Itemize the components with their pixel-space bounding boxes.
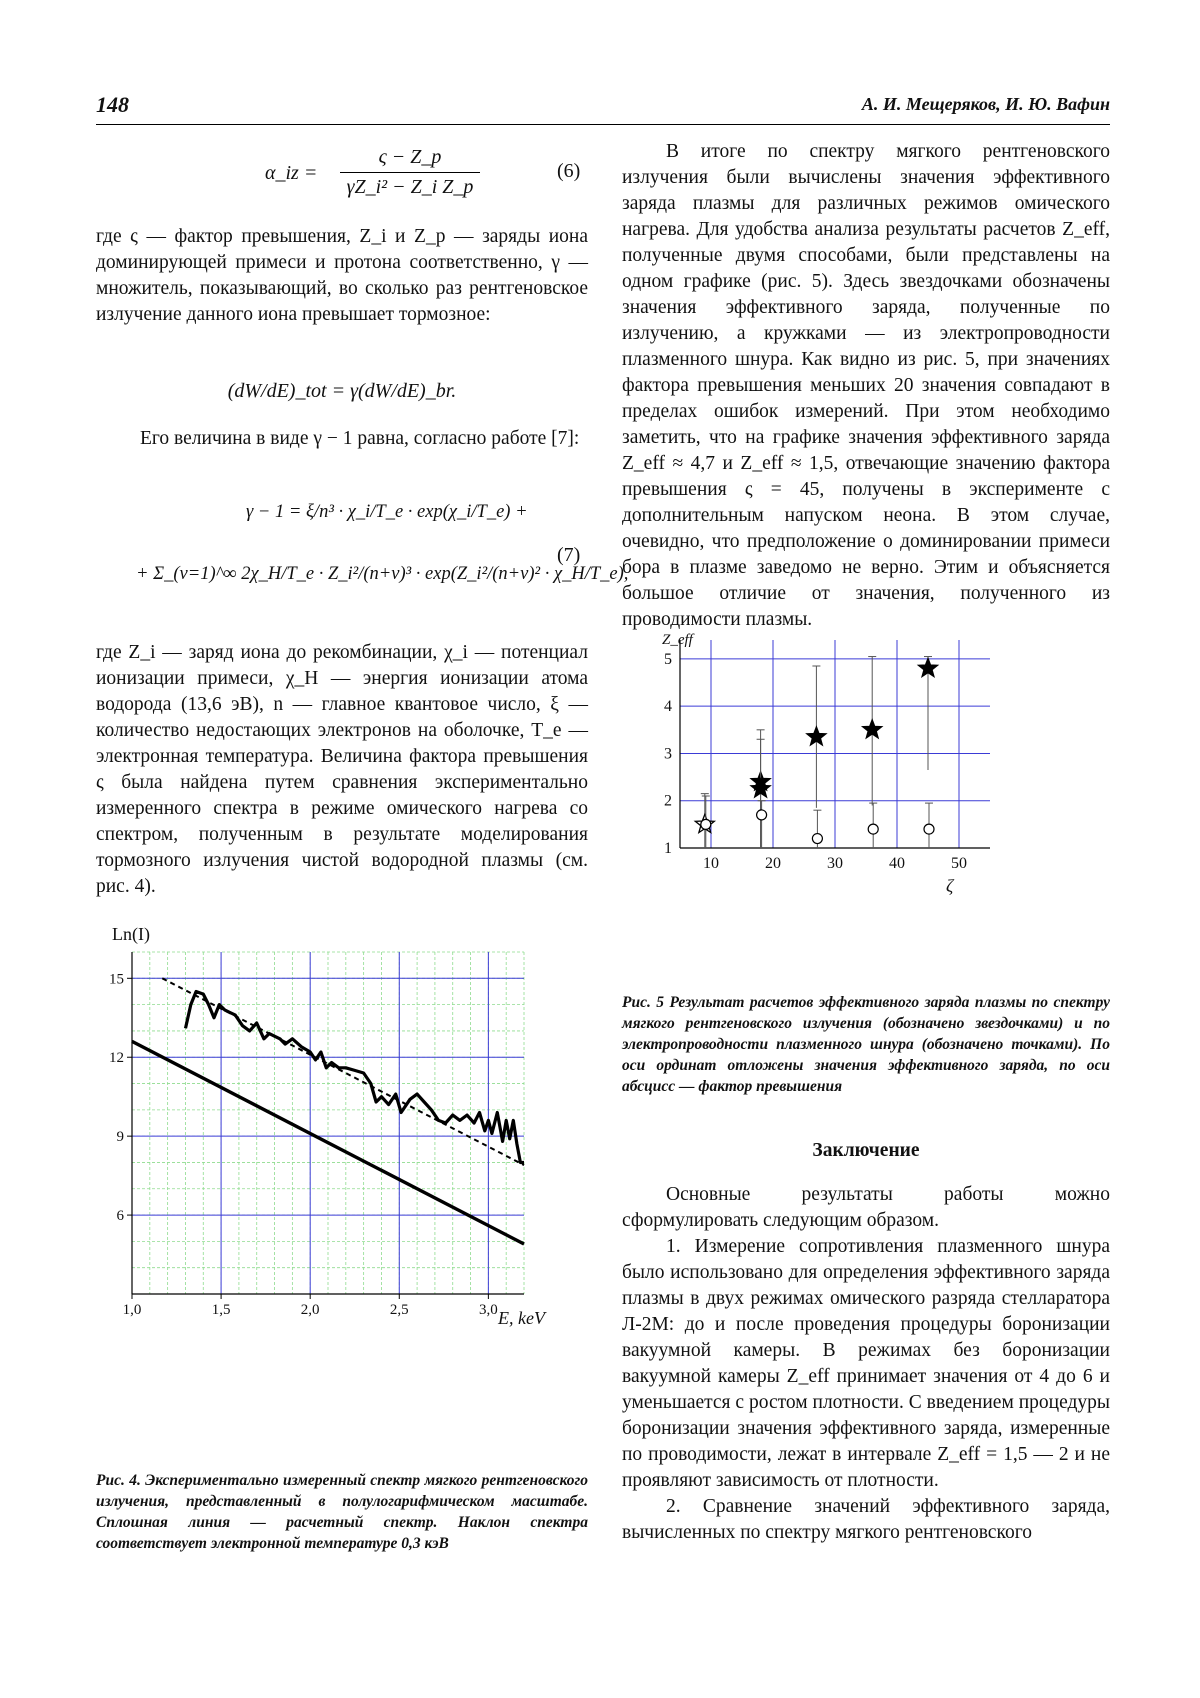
left-paragraph-2 — [96, 426, 588, 452]
fig4-x-tick-label: 2,5 — [389, 1302, 409, 1318]
fig4-x-label: E, keV — [498, 1308, 545, 1328]
figure-4-chart — [96, 924, 616, 1404]
figure-4-caption: Рис. 4. Экспериментально измеренный спектр мягкого рентгеновского излучения, представленный в полулогарифмическом масштабе. Сплошная линия — расчетный спектр. Наклон спектра соответствует электронной температуре 0,3 кэВ — [96, 1472, 588, 1552]
right-p4: 2. Сравнение значений эффективного заряда, вычисленных по спектру мягкого рентгеновского — [622, 1496, 1110, 1543]
fig4-x-tick-label: 3,0 — [478, 1302, 498, 1318]
right-p3: 1. Измерение сопротивления плазменного шнура было использовано для определения эффективного заряда плазмы в двух режимах омического разряда стелларатора Л-2М: до и после проведения процедуры боронизации вакуумной камеры. В режимах без боронизации вакуумной камеры Z_eff принимает значения от 4 до 6 и уменьшается с ростом плотности. С введением процедуры боронизации значения эффективного заряда, измеренные по проводимости, лежат в интервале Z_eff = 1,5 — 2 и не проявляют зависимость от плотности. — [622, 1236, 1110, 1491]
section-title: Заключение — [812, 1140, 920, 1161]
fig5-circle-point — [924, 824, 934, 834]
fig5-circle-point — [701, 819, 711, 829]
left-paragraph-3 — [96, 640, 588, 900]
fig5-circle-point — [868, 824, 878, 834]
figure-5-caption: Рис. 5 Результат расчетов эффективного заряда плазмы по спектру мягкого рентгеновского излучения (обозначено звездочками) и по электропроводности плазменного шнура (обозначено точками). По оси ординат отложены значения эффективного заряда, по оси абсцисс — фактор превышения — [622, 994, 1110, 1095]
eq6-number: (6) — [557, 160, 581, 182]
eq6-lhs: α_iz = — [265, 162, 318, 184]
running-header — [96, 92, 1110, 125]
fig5-y-tick-label: 1 — [664, 840, 672, 857]
fig4-group — [109, 924, 547, 1328]
left-p3: где Z_i — заряд иона до рекомбинации, χ_i — потенциал ионизации примеси, χ_H — энергия ионизации атома водорода (13,6 эВ), n — главное квантовое число, ξ — количество недостающих электронов на оболочке, T_e — электронная температура. Величина фактора превышения ς была найдена путем сравнения экспериментально измеренного спектра в режиме омического нагрева со спектром, полученным в результате моделирования тормозного излучения чистой водородной плазмы (см. рис. 4). — [96, 642, 588, 897]
fig5-x-tick-label: 30 — [827, 855, 843, 872]
fig4-x-tick-label: 2,0 — [300, 1302, 320, 1318]
left-p1: где ς — фактор превышения, Z_i и Z_p — заряды иона доминирующей примеси и протона соответственно, γ — множитель, показывающий, во сколько раз рентгеновское излучение данного иона превышает тормозное: — [96, 226, 588, 325]
equation-6 — [150, 140, 550, 210]
fig4-x-tick-label: 1,5 — [211, 1302, 231, 1318]
fig5-y-tick-label: 2 — [664, 792, 672, 810]
fig5-group — [662, 632, 990, 896]
fig5-x-tick-label: 40 — [889, 855, 905, 872]
left-paragraph-1 — [96, 224, 588, 328]
fig4-y-tick-label: 6 — [116, 1208, 124, 1225]
eq7-line1: γ − 1 = ξ/n³ · χ_i/T_e · exp(χ_i/T_e) + — [246, 502, 528, 522]
fig4-y-tick-label: 12 — [109, 1050, 124, 1067]
right-p2: Основные результаты работы можно сформулировать следующим образом. — [622, 1184, 1110, 1231]
page-number: 148 — [96, 92, 129, 117]
equation-dw-de — [96, 380, 588, 403]
fig5-circle-point — [757, 810, 767, 820]
eq7-number: (7) — [557, 544, 581, 566]
figure-5-chart — [660, 632, 1130, 970]
right-paragraph-2 — [622, 1182, 1110, 1546]
eq7-line2: + Σ_(ν=1)^∞ 2χ_H/T_e · Z_i²/(n+ν)³ · exp(Z_i²/(n+ν)² · χ_H/T_e), — [136, 564, 629, 584]
fig4-y-label: Ln(I) — [112, 924, 150, 944]
fig4-y-tick-label: 9 — [116, 1129, 124, 1146]
right-p1: В итоге по спектру мягкого рентгеновского излучения были вычислены значения эффективного заряда плазмы для различных режимов омического нагрева. Для удобства анализа результаты расчетов Z_eff, полученные двумя способами, были представлены на одном графике (рис. 5). Здесь звездочками обозначены значения эффективного заряда, полученные по излучению, а кружками — из электропроводности плазменного шнура. Как видно из рис. 5, при значениях фактора превышения меньших 20 значения совпадают в пределах ошибок измерений. При этом необходимо заметить, что на графике значения эффективного заряда Z_eff ≈ 4,7 и Z_eff ≈ 1,5, отвечающие значению фактора превышения ς = 45, получены в эксперименте с дополнительным напуском неона. В этом случае, очевидно, что предположение о доминировании примеси бора в плазме заведомо не верно. Этим и объясняется большое отличие от значения, полученного из проводимости плазмы. — [622, 141, 1110, 630]
equation-7 — [96, 492, 629, 630]
fig4-x-tick-label: 1,0 — [122, 1302, 142, 1318]
left-p2: Его величина в виде γ − 1 равна, согласно работе [7]: — [140, 428, 580, 449]
fig4-series-fit — [162, 978, 524, 1165]
fig5-circle-point — [812, 834, 822, 844]
right-paragraph-1 — [622, 139, 1110, 633]
eq6-denominator: γZ_i² − Z_i Z_p — [346, 176, 474, 198]
fig5-x-label: ζ — [946, 876, 954, 896]
eq6-fraction-bar — [340, 172, 480, 173]
fig5-y-tick-label: 5 — [664, 650, 672, 668]
fig5-x-tick-label: 50 — [951, 855, 967, 872]
fig5-y-label: Z_eff — [662, 632, 693, 648]
eq6-numerator: ς − Z_p — [378, 146, 442, 168]
fig5-y-tick-label: 4 — [664, 698, 672, 716]
fig5-x-tick-label: 20 — [765, 855, 781, 872]
running-authors: А. И. Мещеряков, И. Ю. Вафин — [861, 94, 1110, 114]
eq-dw-text: (dW/dE)_tot = γ(dW/dE)_br. — [227, 380, 457, 402]
fig4-y-tick-label: 15 — [109, 971, 124, 988]
fig5-y-tick-label: 3 — [664, 745, 672, 763]
fig5-x-tick-label: 10 — [703, 855, 719, 872]
